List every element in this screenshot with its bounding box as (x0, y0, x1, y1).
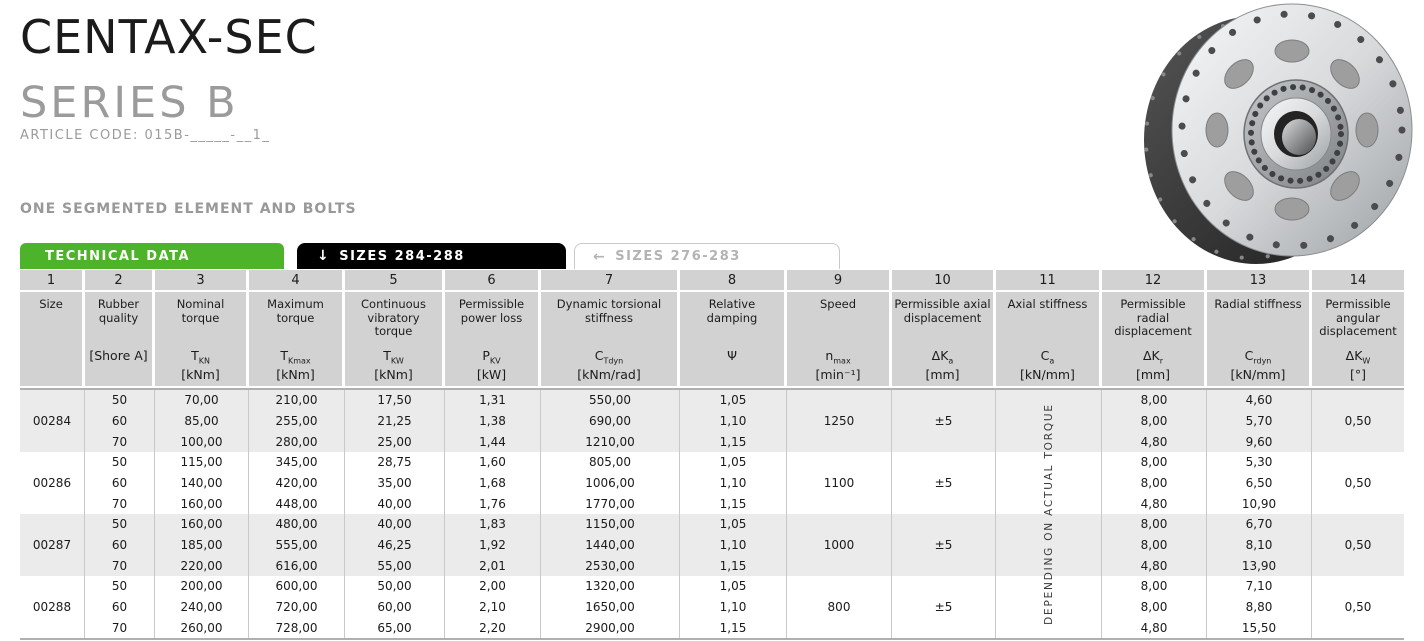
column-header-rubber-quality (85, 292, 155, 386)
header-name: Permissible axial displacement (894, 297, 991, 325)
cell: 50 (111, 393, 128, 408)
column-number: 3 (155, 270, 249, 290)
header-symbol: $T_{Kmax}$ (280, 348, 311, 366)
column-header-power-loss (445, 292, 541, 386)
header-unit: [kN/mm] (1020, 367, 1075, 382)
header-unit: [kNm/rad] (577, 367, 641, 382)
header-name: Speed (819, 297, 857, 311)
cell: 8,00 (1140, 579, 1168, 594)
column-header-radial-stiffness (1207, 292, 1312, 386)
column-number: 14 (1312, 270, 1404, 290)
size-group-00284 (20, 390, 1404, 452)
cell: 10,90 (1241, 496, 1277, 511)
cell: 1,15 (719, 496, 747, 511)
cell: 15,50 (1241, 620, 1277, 635)
section-heading: ONE SEGMENTED ELEMENT AND BOLTS (20, 201, 357, 217)
cell: 35,00 (377, 476, 412, 490)
header-symbol: Ψ (727, 348, 737, 363)
column-number: 6 (445, 270, 541, 290)
cell: 2,00 (479, 579, 506, 594)
header-name: Size (39, 297, 63, 311)
cell: 280,00 (275, 434, 318, 449)
cell: 50 (111, 455, 128, 470)
axial-displacement-value: ±5 (934, 600, 953, 614)
size-value: 00288 (32, 600, 72, 614)
header-name: Permissible power loss (458, 297, 525, 325)
size-value: 00284 (32, 414, 72, 428)
cell: 8,00 (1140, 455, 1168, 470)
header-unit: [kN/mm] (1230, 367, 1286, 382)
table-tabs (20, 243, 1404, 269)
size-group-00286 (20, 452, 1404, 514)
cell: 1,05 (719, 517, 747, 532)
tab-sizes-284-288-label: SIZES 284-288 (339, 248, 465, 264)
cell: 1,15 (719, 558, 747, 573)
cell: 1150,00 (585, 517, 635, 532)
header-symbol: $\Delta K_a$ (931, 348, 954, 366)
cell: 25,00 (377, 434, 412, 449)
tab-technical-data[interactable] (20, 243, 284, 269)
header-unit: [kNm] (276, 367, 315, 382)
article-code: ARTICLE CODE: 015B-_____-__1_ (20, 128, 271, 143)
header-unit: [°] (1349, 367, 1366, 382)
cell: 1,10 (719, 414, 747, 428)
cell: 1770,00 (585, 496, 635, 511)
column-number: 2 (85, 270, 155, 290)
cell: 240,00 (180, 600, 223, 614)
cell: 6,70 (1245, 517, 1273, 532)
cell: 4,80 (1140, 558, 1168, 573)
cell: 1210,00 (585, 434, 635, 449)
header-name: Relative damping (706, 297, 758, 325)
header-symbol: $T_{KW}$ (383, 348, 404, 366)
tab-technical-data-label: TECHNICAL DATA (45, 248, 191, 264)
column-number: 5 (345, 270, 445, 290)
cell: 1,05 (719, 393, 747, 408)
header-name: Nominal torque (176, 297, 225, 325)
cell: 2530,00 (585, 558, 635, 573)
angular-displacement-value: 0,50 (1344, 538, 1372, 552)
cell: 600,00 (275, 579, 318, 594)
angular-displacement-value: 0,50 (1344, 476, 1372, 490)
left-arrow-icon: ← (593, 248, 607, 265)
column-number: 7 (541, 270, 680, 290)
header-symbol: $C_{rdyn}$ (1244, 348, 1272, 366)
column-header-angular-displacement (1312, 292, 1404, 386)
header-symbol: $P_{KV}$ (482, 348, 501, 366)
cell: 1,31 (479, 393, 506, 408)
header-name: Dynamic torsional stiffness (556, 297, 662, 325)
column-header-vibratory-torque (345, 292, 445, 386)
column-header-speed (787, 292, 892, 386)
axial-stiffness-cell (996, 452, 1101, 514)
column-number: 8 (680, 270, 787, 290)
axial-displacement-value: ±5 (934, 414, 953, 428)
page-title: CENTAX-SEC (20, 10, 318, 64)
cell: 200,00 (180, 579, 223, 594)
header-symbol: $n_{max}$ (825, 348, 851, 366)
cell: 1,76 (479, 496, 506, 511)
column-header-relative-damping (680, 292, 787, 386)
cell: 2,01 (479, 558, 506, 573)
cell: 46,25 (377, 538, 412, 552)
column-header-size (20, 292, 85, 386)
header-unit: [kNm] (181, 367, 220, 382)
column-header-axial-displacement (892, 292, 996, 386)
cell: 70 (111, 496, 128, 511)
cell: 4,80 (1140, 496, 1168, 511)
cell: 5,30 (1245, 455, 1273, 470)
header-name: Radial stiffness (1214, 297, 1302, 311)
speed-value: 800 (827, 600, 851, 614)
header-unit: [min⁻¹] (815, 367, 861, 382)
cell: 1006,00 (585, 476, 635, 490)
cell: 1,83 (479, 517, 506, 532)
header-name: Continuous vibratory torque (361, 297, 426, 338)
cell: 50 (111, 517, 128, 532)
cell: 40,00 (377, 496, 412, 511)
cell: 1,10 (719, 538, 747, 552)
cell: 8,00 (1140, 600, 1168, 614)
axial-stiffness-cell (996, 514, 1101, 576)
cell: 1,38 (479, 414, 506, 428)
axial-displacement-value: ±5 (934, 538, 953, 552)
header-unit: [mm] (1135, 367, 1171, 382)
angular-displacement-value: 0,50 (1344, 414, 1372, 428)
cell: 805,00 (589, 455, 631, 470)
column-number: 12 (1102, 270, 1207, 290)
angular-displacement-value: 0,50 (1344, 600, 1372, 614)
cell: 2900,00 (585, 620, 635, 635)
cell: 60,00 (377, 600, 412, 614)
speed-value: 1250 (823, 414, 855, 428)
axial-stiffness-cell (996, 390, 1101, 452)
cell: 8,10 (1245, 538, 1273, 552)
header-symbol: [Shore A] (89, 348, 148, 363)
cell: 40,00 (377, 517, 412, 532)
header-unit: [mm] (925, 367, 960, 382)
column-number: 13 (1207, 270, 1312, 290)
cell: 345,00 (275, 455, 318, 470)
cell: 728,00 (275, 620, 318, 635)
header-unit: [kW] (476, 367, 507, 382)
cell: 50 (111, 579, 128, 594)
cell: 1650,00 (585, 600, 635, 614)
cell: 8,00 (1140, 538, 1168, 552)
column-number: 10 (892, 270, 996, 290)
cell: 160,00 (180, 517, 223, 532)
cell: 1,10 (719, 600, 747, 614)
cell: 70 (111, 434, 128, 449)
cell: 2,20 (479, 620, 506, 635)
cell: 555,00 (275, 538, 318, 552)
cell: 420,00 (275, 476, 318, 490)
cell: 720,00 (275, 600, 318, 614)
cell: 616,00 (275, 558, 318, 573)
tab-sizes-284-288[interactable] (297, 243, 566, 269)
cell: 50,00 (377, 579, 412, 594)
cell: 1,05 (719, 579, 747, 594)
cell: 480,00 (275, 517, 318, 532)
column-header-row (20, 292, 1404, 386)
header-symbol: $C_a$ (1040, 348, 1055, 366)
column-header-radial-displacement (1102, 292, 1207, 386)
tab-sizes-276-283-label: SIZES 276-283 (615, 249, 741, 264)
cell: 8,00 (1140, 414, 1168, 428)
cell: 1,60 (479, 455, 506, 470)
cell: 8,00 (1140, 517, 1168, 532)
cell: 1320,00 (585, 579, 635, 594)
column-header-axial-stiffness (996, 292, 1102, 386)
column-header-maximum-torque (249, 292, 345, 386)
size-value: 00286 (32, 476, 72, 490)
header-symbol: $\Delta K_r$ (1142, 348, 1164, 366)
size-group-00288 (20, 576, 1404, 638)
cell: 690,00 (589, 414, 631, 428)
cell: 255,00 (275, 414, 318, 428)
cell: 55,00 (377, 558, 412, 573)
cell: 7,10 (1245, 579, 1273, 594)
header-unit: [kNm] (374, 367, 413, 382)
cell: 185,00 (180, 538, 223, 552)
cell: 17,50 (377, 393, 412, 408)
column-number: 11 (996, 270, 1102, 290)
column-number-row (20, 270, 1404, 290)
cell: 13,90 (1241, 558, 1277, 573)
technical-data-table (20, 270, 1404, 640)
column-number: 1 (20, 270, 85, 290)
column-header-nominal-torque (155, 292, 249, 386)
speed-value: 1000 (823, 538, 855, 552)
cell: 21,25 (377, 414, 412, 428)
cell: 28,75 (377, 455, 412, 470)
cell: 448,00 (275, 496, 318, 511)
cell: 210,00 (275, 393, 318, 408)
header-symbol: $T_{KN}$ (191, 348, 210, 366)
cell: 60 (111, 476, 128, 490)
size-value: 00287 (32, 538, 72, 552)
coupling-product-image (1144, 0, 1424, 268)
cell: 100,00 (180, 434, 223, 449)
cell: 9,60 (1245, 434, 1273, 449)
cell: 1,05 (719, 455, 747, 470)
header-name: Rubber quality (97, 297, 140, 325)
cell: 60 (111, 538, 128, 552)
series-subtitle: SERIES B (20, 78, 239, 128)
cell: 550,00 (589, 393, 631, 408)
cell: 1,10 (719, 476, 747, 490)
speed-value: 1100 (823, 476, 855, 490)
cell: 70 (111, 558, 128, 573)
cell: 65,00 (377, 620, 412, 635)
cell: 4,60 (1245, 393, 1273, 408)
column-header-torsional-stiffness (541, 292, 680, 386)
cell: 60 (111, 414, 128, 428)
axial-stiffness-note-text: DEPENDING ON ACTUAL TORQUE (1043, 403, 1055, 625)
cell: 4,80 (1140, 434, 1168, 449)
cell: 260,00 (180, 620, 223, 635)
axial-displacement-value: ±5 (934, 476, 953, 490)
cell: 85,00 (184, 414, 219, 428)
cell: 1,92 (479, 538, 506, 552)
cell: 1,15 (719, 620, 747, 635)
column-number: 9 (787, 270, 892, 290)
cell: 1440,00 (585, 538, 635, 552)
cell: 8,80 (1245, 600, 1273, 614)
cell: 160,00 (180, 496, 223, 511)
cell: 5,70 (1245, 414, 1273, 428)
header-name: Axial stiffness (1007, 297, 1088, 311)
header-symbol: $C_{Tdyn}$ (594, 348, 624, 366)
header-name: Maximum torque (267, 297, 324, 325)
cell: 70 (111, 620, 128, 635)
cell: 70,00 (184, 393, 219, 408)
header-name: Permissible radial displacement (1114, 297, 1192, 338)
cell: 140,00 (180, 476, 223, 490)
header-symbol: $\Delta K_W$ (1345, 348, 1371, 366)
header-name: Permissible angular displacement (1319, 297, 1397, 338)
cell: 1,15 (719, 434, 747, 449)
cell: 8,00 (1140, 476, 1168, 490)
cell: 60 (111, 600, 128, 614)
tab-sizes-276-283[interactable] (574, 243, 840, 269)
cell: 4,80 (1140, 620, 1168, 635)
cell: 220,00 (180, 558, 223, 573)
column-number: 4 (249, 270, 345, 290)
down-arrow-icon: ↓ (317, 248, 331, 264)
cell: 1,44 (479, 434, 506, 449)
cell: 2,10 (479, 600, 506, 614)
table-body (20, 388, 1404, 640)
cell: 6,50 (1245, 476, 1273, 490)
cell: 115,00 (180, 455, 223, 470)
cell: 1,68 (479, 476, 506, 490)
cell: 8,00 (1140, 393, 1168, 408)
size-group-00287 (20, 514, 1404, 576)
axial-stiffness-cell (996, 576, 1101, 638)
